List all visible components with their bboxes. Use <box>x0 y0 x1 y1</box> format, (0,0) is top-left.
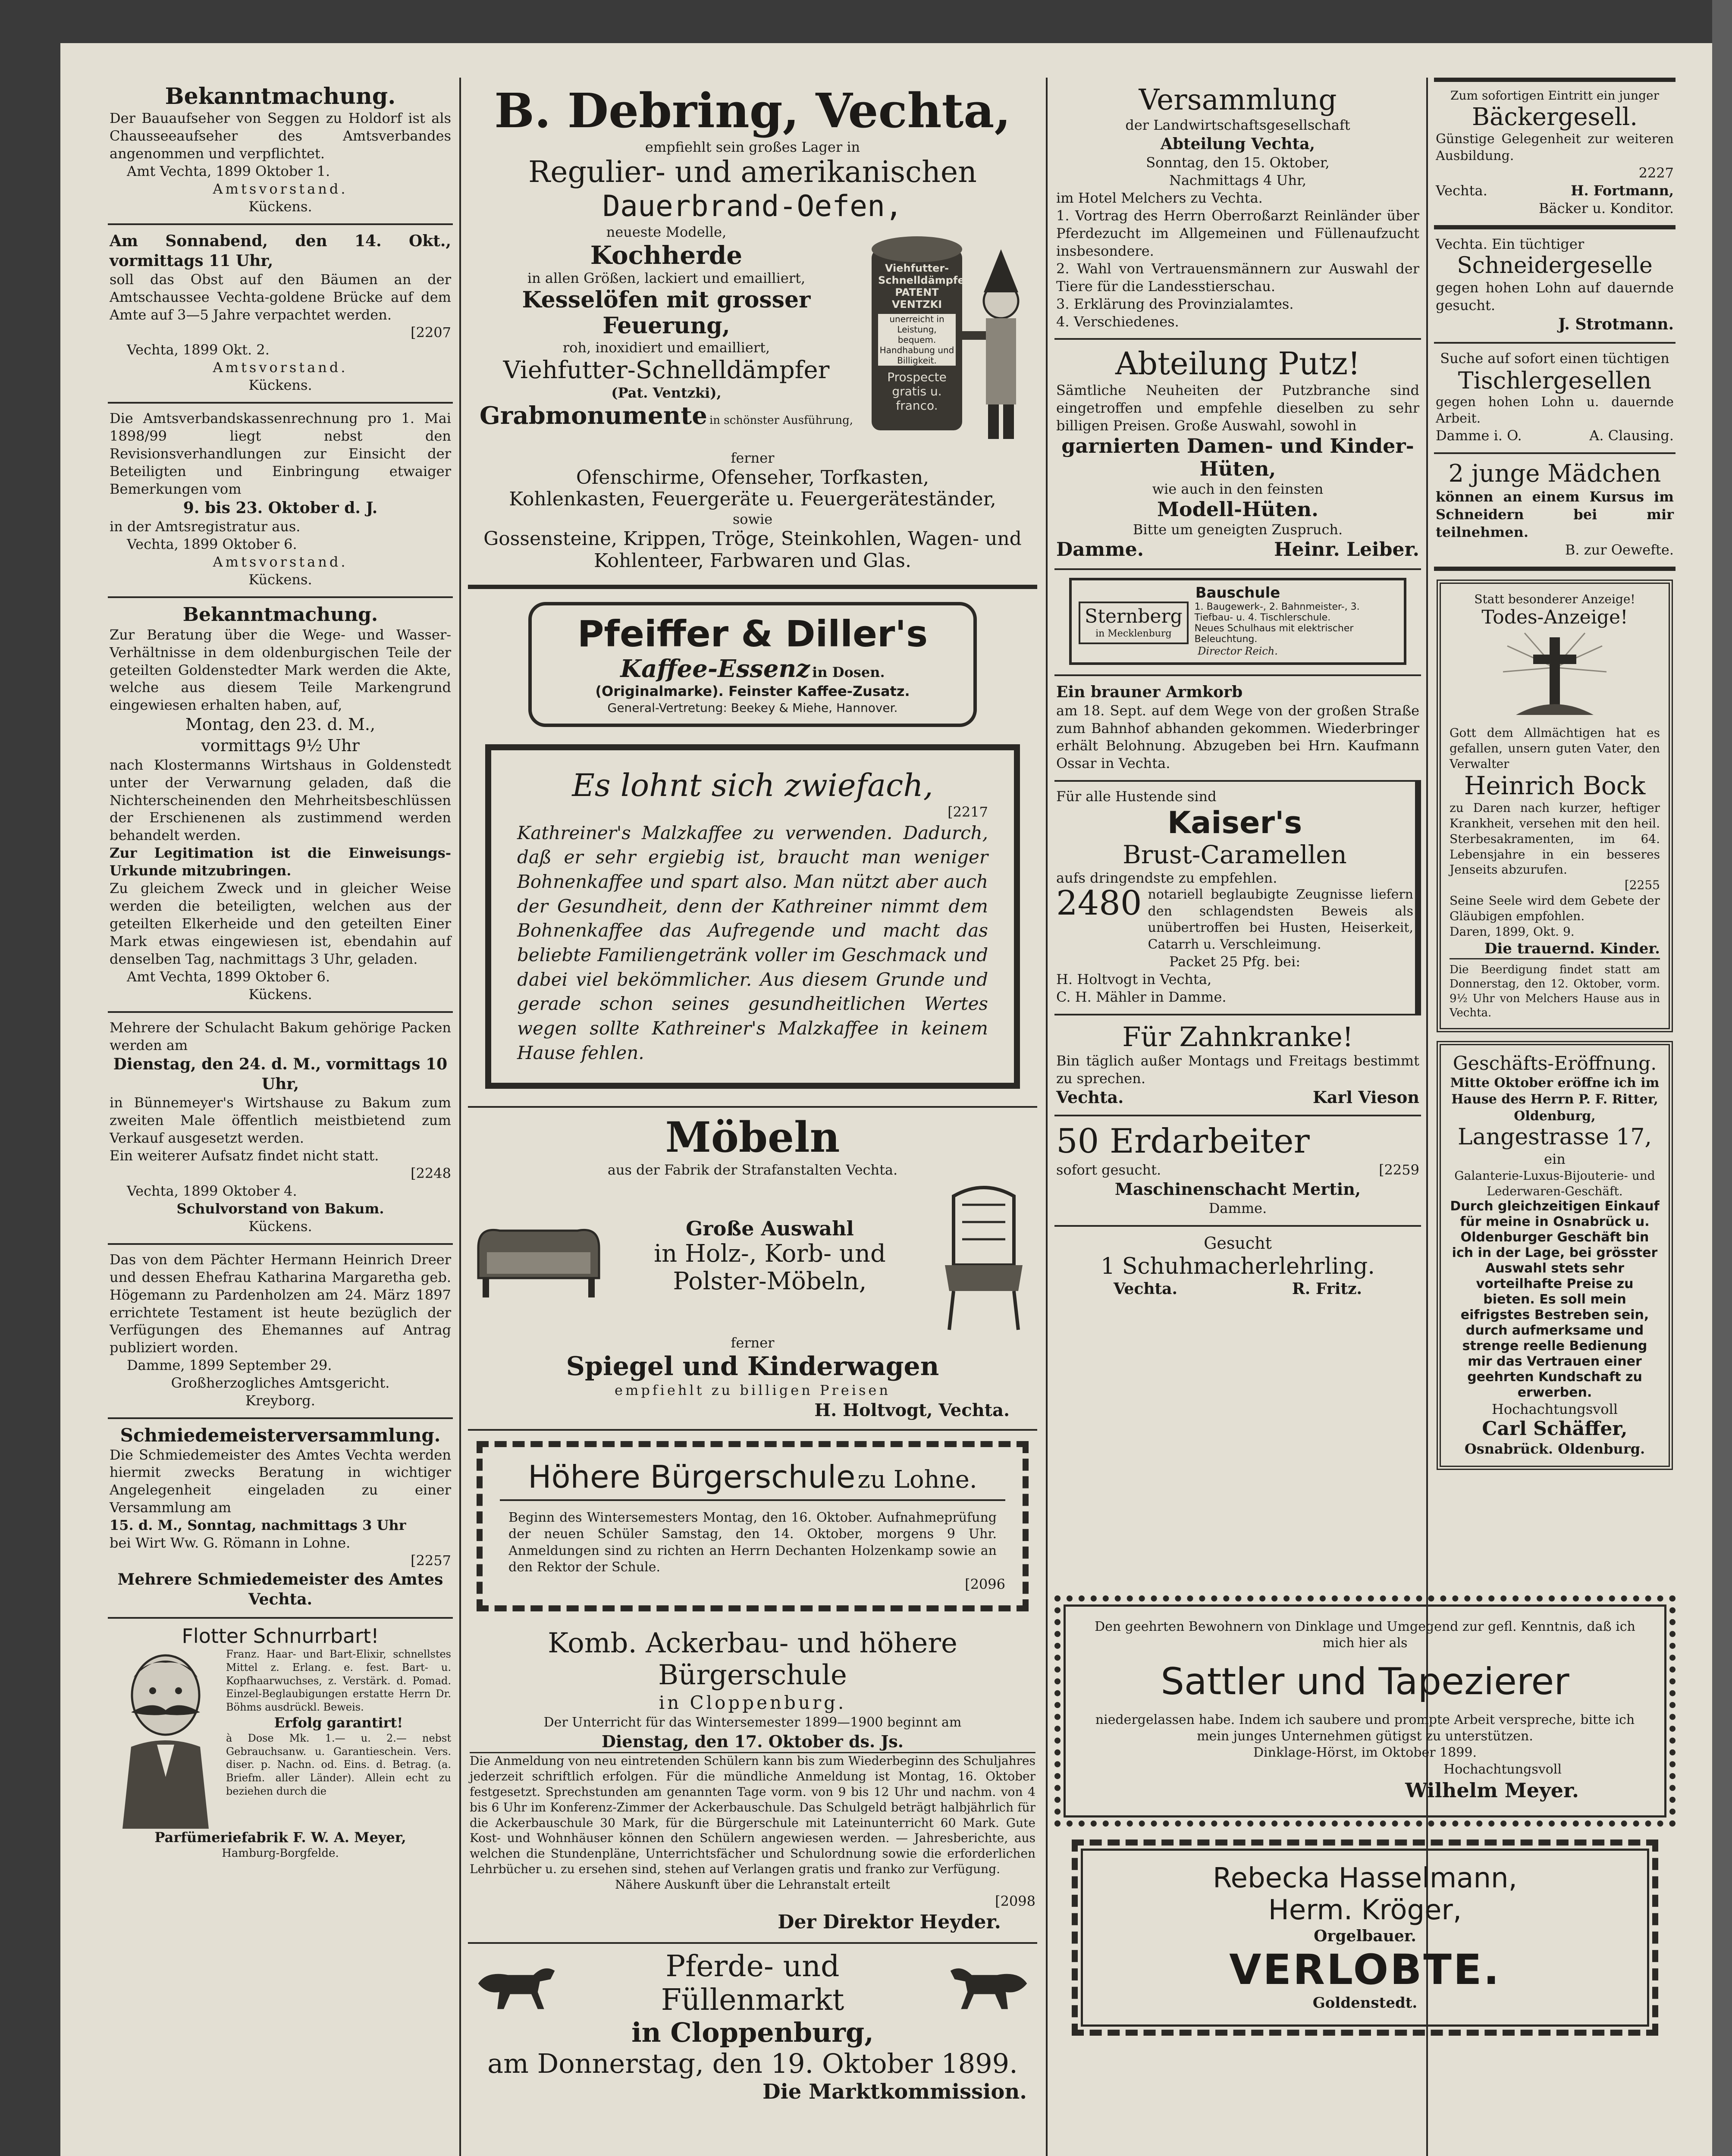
ad-city: Goldenstedt. <box>1312 1994 1418 2012</box>
badge-text: unerreicht in Leistung, bequem. Handhabung und Billigkeit. <box>878 314 956 366</box>
cross-icon <box>1499 629 1611 724</box>
notice-office: Amtsvorstand. <box>213 359 348 376</box>
ad-title: Komb. Ackerbau- und höhere Bürgerschule <box>548 1627 957 1691</box>
notice-body-2: nach Klostermanns Wirtshaus in Goldenstedt unter der Verwarnung geladen, daß die Nichterscheinenden den Mehrheitsbeschlüssen der Erschienenen als zustimmend werden behandelt werden. <box>110 756 451 844</box>
newspaper-page <box>60 43 1712 2156</box>
ad-place: Damme. <box>1056 538 1144 561</box>
ad-heading: Polster-Möbeln, <box>673 1267 867 1296</box>
ad-body: niedergelassen habe. Indem ich saubere und prompte Arbeit verspreche, bitte ich mein junges Unternehmen gütigst zu unterstützen. <box>1095 1712 1635 1744</box>
ad-title: Pferde- und Füllenmarkt <box>661 1949 844 2018</box>
ad-line: Neues Schulhaus mit elektrischer Beleuchtung. <box>1194 623 1354 645</box>
ad-place: Vechta. <box>1113 1279 1178 1298</box>
ad-title: Flotter Schnurrbart! <box>182 1624 379 1648</box>
ad-heading: Grabmonumente <box>479 401 707 430</box>
ad-line: roh, inoxidiert und emailliert, <box>562 339 770 356</box>
agenda-item: 4. Verschiedenes. <box>1056 313 1179 330</box>
ad-versammlung <box>1054 78 1421 340</box>
ad-title: Pfeiffer & Diller's <box>577 613 928 655</box>
ad-schuhmacher <box>1054 1227 1421 1305</box>
ad-seller: C. H. Mähler in Damme. <box>1056 988 1227 1005</box>
ad-line: empfiehlt zu billigen Preisen <box>615 1382 891 1398</box>
ad-tischlergesellen <box>1434 344 1676 454</box>
column-rule <box>1046 78 1048 2156</box>
ad-name: Sternberg <box>1085 605 1183 628</box>
ad-sub: aus der Fabrik der Strafanstalten Vechta. <box>607 1161 898 1178</box>
ad-heading: Große Auswahl <box>686 1217 854 1240</box>
ad-number: [2098 <box>995 1893 1035 1909</box>
ad-lead: Vechta. Ein tüchtiger <box>1436 235 1585 252</box>
ad-heading: Dauerbrand-Oefen, <box>602 189 903 223</box>
ad-place: Dinklage-Hörst, im Oktober 1899. <box>1253 1745 1477 1761</box>
ad-pfeiffer-diller <box>528 602 977 727</box>
ad-body: Die Anmeldung von neu eintretenden Schülern kann bis zum Wiederbeginn des Schuljahres jederzeit schriftlich erfolgen. Für die mündliche Anmeldung ist Montag, 16. Oktober festgesetzt. Sprechstunden am genannten Tage vorm. von 9 bis 12 Uhr und nachm. von 4 bis 6 Uhr im Konferenz-Zimmer der Ackerbauschule. Das Schulgeld beträgt halbjährlich für die Ackerbauschule 30 Mark, für die Bürgerschule mit Lateinunterricht 60 Mark. Gute Kost- und Wohnhäuser können den Schülern angewiesen werden. — Jahresberichte, aus welchen die Stundenpläne, Unterrichtsfächer und Schulordnung sowie die erforderlichen Lehrbücher u. zu ersehen sind, stehen auf Verlangen gratis und franko zur Verfügung. <box>470 1754 1035 1876</box>
ad-count: 2480 <box>1056 884 1142 923</box>
ad-place: Vechta. <box>1056 1087 1124 1107</box>
ad-note: Die Beerdigung findet statt am Donnerstag, den 12. Oktober, vorm. 9½ Uhr von Melchers Hause aus in Vechta. <box>1450 958 1660 1020</box>
ad-line: 1. Baugewerk-, 2. Bahnmeister-, 3. Tiefbau- u. 4. Tischlerschule. <box>1194 601 1360 623</box>
ad-number: 2227 <box>1638 165 1674 181</box>
notice-date: Vechta, 1899 Oktober 6. <box>127 536 297 553</box>
ad-heading: Regulier- und amerikanischen <box>528 155 977 190</box>
ad-title: Für Zahnkranke! <box>1122 1021 1353 1053</box>
notice-body: Der Bauaufseher von Seggen zu Holdorf ist als Chausseeaufseher des Amtsverbandes angenommen und verpflichtet. <box>110 110 451 162</box>
notice-date-line: Amt Vechta, 1899 Oktober 6. <box>127 968 330 985</box>
ad-signature: J. Strotmann. <box>1558 315 1674 333</box>
ad-name: Herm. Kröger, <box>1268 1894 1462 1926</box>
ad-signature: Maschinenschacht Mertin, <box>1114 1179 1361 1199</box>
badge-text: Prospecte gratis u. franco. <box>887 370 947 413</box>
notice-body: Die Schmiedemeister des Amtes Vechta werden hiermit zwecks Beratung in wichtiger Angelegenheit eingeladen zu einer Versammlung am <box>110 1446 451 1516</box>
ad-lead: Suche auf sofort einen tüchtigen <box>1440 350 1669 367</box>
ad-zahnkranke <box>1054 1015 1421 1116</box>
notice-bold: Zur Legitimation ist die Einweisungs-Urkunde mitzubringen. <box>110 845 451 879</box>
ad-place: Damme i. O. <box>1436 427 1522 444</box>
ad-body: Bin täglich außer Montags und Freitags bestimmt zu sprechen. <box>1056 1053 1419 1087</box>
ad-heading: in Holz-, Korb- und <box>654 1239 886 1268</box>
ad-line: sowie <box>732 511 773 527</box>
ad-sub: empfiehlt sein großes Lager in <box>645 138 860 155</box>
notice-body: soll das Obst auf den Bäumen an der Amtschaussee Vechta-goldene Brücke auf dem Amte auf 3—5 Jahre verpachtet werden. <box>110 271 451 323</box>
ad-heading: Viehfutter-Schnelldämpfer <box>503 356 830 384</box>
agenda-item: 1. Vortrag des Herrn Oberroßarzt Reinländer über Pferdezucht im Allgemeinen und Füllenaufzucht insbesondere. <box>1056 207 1419 259</box>
ad-armkorb <box>1054 676 1421 782</box>
notice-body-2: in der Amtsregistratur aus. <box>110 518 301 535</box>
ad-body: gegen hohen Lohn u. dauernde Arbeit. <box>1436 394 1674 426</box>
ad-job: Orgelbauer. <box>1314 1927 1416 1946</box>
ad-todesanzeige <box>1437 580 1673 1033</box>
ad-line: wie auch in den feinsten <box>1152 480 1324 497</box>
ad-signature: A. Clausing. <box>1589 427 1674 444</box>
notice-lead: Am Sonnabend, den 14. Okt., vormittags 11 Uhr, <box>110 232 451 270</box>
ad-body: Mitte Oktober eröffne ich im Hause des Herrn P. F. Ritter, Oldenburg, <box>1450 1075 1660 1124</box>
ad-schneidergeselle <box>1434 229 1676 344</box>
agenda-item: 2. Wahl von Vertrauensmännern zur Auswahl der Tiere für die Landesstierschau. <box>1056 260 1419 295</box>
ad-title: VERLOBTE. <box>1229 1946 1501 1994</box>
ad-line: neueste Modelle, <box>606 223 727 240</box>
ad-name: Heinrich Bock <box>1464 771 1646 801</box>
ad-body-2: à Dose Mk. 1.— u. 2.— nebst Gebrauchsanw. u. Garantieschein. Vers. diser. p. Nachn. od. Eins. d. Betrag. (a. Briefm. aller Länder). Allein echt zu beziehen durch die <box>226 1732 451 1797</box>
ad-body: können an einem Kursus im Schneidern bei mir teilnehmen. <box>1436 488 1674 540</box>
notice-kassenrechnung <box>108 404 453 598</box>
ad-body-3: Seine Seele wird dem Gebete der Gläubigen empfohlen. <box>1450 893 1660 923</box>
notice-number: [2207 <box>411 324 451 341</box>
ad-company: Parfümeriefabrik F. W. A. Meyer, <box>154 1829 406 1846</box>
notice-signature: Kückens. <box>248 571 312 588</box>
ad-body-2: zu Daren nach kurzer, heftiger Krankheit, versehen mit den heil. Sterbesakramenten, im 64. Lebensjahre in ein besseres Jenseits abzurufen. <box>1450 801 1660 877</box>
ad-title: Kaiser's <box>1167 805 1302 841</box>
ad-geschaeftseroeffnung <box>1437 1041 1673 1470</box>
notice-schulacht-bakum <box>108 1013 453 1245</box>
ad-lead: Den geehrten Bewohnern von Dinklage und Umgegend zur gefl. Kenntnis, daß ich mich hier als <box>1095 1619 1635 1651</box>
ad-erdarbeiter <box>1054 1116 1421 1227</box>
ad-title: 50 Erdarbeiter <box>1056 1122 1310 1161</box>
ad-number: [2259 <box>1379 1161 1419 1178</box>
ad-place: Vechta. <box>1436 182 1487 199</box>
ad-title-2: in Cloppenburg. <box>659 1692 847 1714</box>
ad-title: Geschäfts-Eröffnung. <box>1453 1053 1657 1075</box>
ad-title: Ein brauner Armkorb <box>1056 683 1243 701</box>
steamer-illustration <box>863 223 1035 449</box>
notice-date-line: Damme, 1899 September 29. <box>127 1357 332 1374</box>
notice-date: Dienstag, den 24. d. M., vormittags 10 Uhr, <box>113 1055 448 1093</box>
ad-title: Sattler und Tapezierer <box>1161 1660 1569 1703</box>
ad-number: [2255 <box>1624 878 1660 893</box>
ad-body-2: Galanterie-Luxus-Bijouterie- und Lederwaren-Geschäft. <box>1454 1168 1655 1198</box>
ad-lead: Zum sofortigen Eintritt ein junger <box>1450 88 1659 103</box>
notice-office: Amtsvorstand. <box>213 180 348 197</box>
ad-title: Möbeln <box>665 1112 840 1162</box>
ad-line: in Dosen. <box>812 664 885 680</box>
ad-debring <box>468 78 1037 589</box>
ad-body: Gott dem Allmächtigen hat es gefallen, unsern guten Vater, den Verwalter <box>1450 726 1660 771</box>
ad-line: Bitte um geneigten Zuspruch. <box>1133 521 1343 538</box>
ad-line: in schönster Ausführung, <box>709 414 853 427</box>
notice-date: Montag, den 23. d. M., <box>185 715 376 734</box>
ad-kathreiner <box>485 744 1020 1089</box>
ad-body: sofort gesucht. <box>1056 1161 1161 1178</box>
notice-office: Amtsvorstand. <box>213 554 348 570</box>
notice-date: Vechta, 1899 Okt. 2. <box>127 342 270 358</box>
notice-signature: Mehrere Schmiedemeister des Amtes Vechta. <box>117 1570 443 1609</box>
notice-body: Zur Beratung über die Wege- und Wasser-Verhältnisse in dem oldenburgischen Teile der geteilten Goldenstedter Mark werden die Akte, welche aus diesem Teile Markengrund eingewiesen erhalten haben, auf, <box>110 626 451 714</box>
ad-director: Director Reich. <box>1198 645 1278 657</box>
ad-sattler <box>1054 1595 1676 1827</box>
notice-schmiedemeister <box>108 1419 453 1619</box>
column-2 <box>468 78 1037 2113</box>
ad-signature: Die Marktkommission. <box>762 2079 1027 2104</box>
badge-text: Viehfutter-Schnelldämpfer PATENT VENTZKI <box>878 262 970 310</box>
notice-title: Schmiedemeisterversammlung. <box>120 1425 441 1446</box>
ad-line: (Pat. Ventzki), <box>611 385 722 401</box>
notice-office: Schulvorstand von Bakum. <box>176 1200 384 1217</box>
sofa-icon <box>470 1209 608 1304</box>
notice-body: Mehrere der Schulacht Bakum gehörige Packen werden am <box>110 1019 451 1053</box>
notice-body-3: Zu gleichem Zweck und in gleicher Weise werden die beteiligten, welchen aus der geteilten Elkerheide und den geteilten Einer Mark etwas eingewiesen ist, ebendahin auf denselben Tag, nachmittags 3 Uhr, geladen. <box>110 880 451 968</box>
notice-signature: Kückens. <box>248 198 312 215</box>
ad-signature: H. Fortmann, <box>1571 182 1674 199</box>
ad-body: Günstige Gelegenheit zur weiteren Ausbildung. <box>1436 132 1674 163</box>
page-edge-shadow <box>1712 0 1732 2156</box>
ad-body: Sämtliche Neuheiten der Putzbranche sind eingetroffen und empfehle dieselben zu sehr billigen Preisen. Große Auswahl, sowohl in <box>1056 382 1419 434</box>
ad-baeckergesell <box>1434 78 1676 229</box>
ad-greeting: Hochachtungsvoll <box>1443 1761 1562 1777</box>
ad-price: Packet 25 Pfg. bei: <box>1169 953 1300 970</box>
notice-title: Bekanntmachung. <box>182 604 378 626</box>
ad-date: Sonntag, den 15. Oktober, <box>1146 154 1330 171</box>
ad-title: 1 Schuhmacherlehrling. <box>1101 1253 1375 1279</box>
ad-signature: Der Direktor Heyder. <box>778 1911 1001 1933</box>
notice-body-2: in Bünnemeyer's Wirtshause zu Bakum zum zweiten Male öffentlich meistbietend zum Verkauf ausgesetzt werden. <box>110 1094 451 1146</box>
ad-line: (Originalmarke). Feinster Kaffee-Zusatz. <box>595 683 910 700</box>
ad-body-3: Durch gleichzeitigen Einkauf für meine in Osnabrück u. Oldenburger Geschäft bin ich in der Lage, bei grösster Auswahl stets sehr vorteilhafte Preise zu bieten. Es soll mein eifrigstes Bestreben sein, durch aufmerksame und strenge reelle Bedienung mir das Vertrauen einer geehrten Kundschaft zu erwerben. <box>1450 1199 1660 1401</box>
ad-title: Abteilung Putz! <box>1115 345 1361 382</box>
ad-body: gegen hohen Lohn auf dauernde gesucht. <box>1436 279 1674 313</box>
ad-kaiser <box>1054 782 1421 1015</box>
ad-number: [2096 <box>965 1576 1005 1593</box>
ad-time: Nachmittags 4 Uhr, <box>1169 172 1307 188</box>
notice-date: Amt Vechta, 1899 Oktober 1. <box>127 163 330 179</box>
ad-body-2: Nähere Auskunft über die Lehranstalt erteilt <box>615 1877 890 1892</box>
ad-line: Kohlenkasten, Feuergeräte u. Feuergeräteständer, <box>509 488 996 511</box>
ad-heading: Spiegel und Kinderwagen <box>566 1351 939 1382</box>
ad-sub: in Mecklenburg <box>1095 628 1172 639</box>
horse-icon <box>470 1953 563 2014</box>
ad-cloppenburg-school <box>468 1622 1037 1944</box>
ad-body: Beginn des Wintersemesters Montag, den 16. Oktober. Aufnahmeprüfung der neuen Schüler Samstag, den 14. Oktober, morgens 9 Uhr. Anmeldungen sind zu richten an Herrn Dechanten Holzenkamp sowie an den Rektor der Schule. <box>508 1510 997 1575</box>
column-rule <box>459 78 461 2156</box>
ad-body: Franz. Haar- und Bart-Elixir, schnellstes Mittel z. Erlang. e. fest. Bart- u. Kopfhaarwuchses, z. Verstärk. d. Pomad. Einzel-Beglaubigungen erstatte Herrn Dr. Böhms ausdrückl. Beweis. <box>226 1648 451 1714</box>
ad-sub: der Landwirtschaftsgesellschaft <box>1125 116 1350 133</box>
ad-lead: Gesucht <box>1204 1234 1272 1253</box>
ad-date: Daren, 1899, Okt. 9. <box>1450 924 1575 939</box>
ad-heading: Kaffee-Essenz <box>620 654 810 683</box>
agenda-item: 3. Erklärung des Provinzialamtes. <box>1056 295 1294 312</box>
notice-body-3: Ein weiterer Aufsatz findet nicht statt. <box>110 1147 379 1164</box>
column-1 <box>108 78 453 1868</box>
ad-body: Kathreiner's Malzkaffee zu verwenden. Dadurch, daß er sehr ergiebig ist, braucht man weniger Bohnenkaffee und spart also. Man nützt aber auch der Gesundheit, denn der Kathreiner nimmt dem Bohnenkaffee das Aufregende und macht das beliebte Familiengetränk voller im Geschmack und dabei viel bekömmlicher. Aus diesem Grunde und gerade schon seines gesundheitlichen Wertes wegen sollte Kathreiner's Malzkaffee in keinem Hause fehlen. <box>517 822 988 1063</box>
ad-signature: Carl Schäffer, <box>1482 1418 1628 1440</box>
ad-signature: Die trauernd. Kinder. <box>1484 940 1660 957</box>
ad-title: Höhere Bürgerschule <box>528 1458 856 1495</box>
ad-pferdemarkt <box>468 1944 1037 2113</box>
column-4 <box>1434 78 1676 1479</box>
notice-office: Großherzogliches Amtsgericht. <box>171 1375 390 1391</box>
ad-title: Tischlergesellen <box>1458 367 1652 394</box>
ad-representative: General-Vertretung: Beekey & Miehe, Hannover. <box>607 701 898 715</box>
ad-sub-2: Abteilung Vechta, <box>1160 135 1315 153</box>
notice-obst <box>108 225 453 404</box>
ad-title: B. Debring, Vechta, <box>494 83 1011 138</box>
horse-icon <box>942 1953 1035 2014</box>
ad-title: Versammlung <box>1139 83 1337 116</box>
notice-testament <box>108 1245 453 1420</box>
ad-signature: Wilhelm Meyer. <box>1405 1779 1579 1802</box>
notice-title: Bekanntmachung. <box>165 83 396 110</box>
notice-signature: Kückens. <box>248 986 312 1003</box>
ad-line: Ofenschirme, Ofenseher, Torfkasten, <box>576 466 929 489</box>
ad-line: Gossensteine, Krippen, Tröge, Steinkohlen, Wagen- und Kohlenteer, Farbwaren und Glas. <box>483 527 1022 572</box>
mustache-man-icon <box>110 1648 222 1829</box>
ad-greeting: Hochachtungsvoll <box>1491 1401 1618 1418</box>
notice-bauaufseher <box>108 78 453 225</box>
ad-heading: Kochherde <box>590 240 743 270</box>
notice-signature: Kückens. <box>248 377 312 394</box>
ad-job: Bäcker u. Konditor. <box>1539 200 1674 216</box>
ad-city: Damme. <box>1208 1200 1267 1217</box>
notice-goldenstedter-mark <box>108 598 453 1013</box>
ad-title: 2 junge Mädchen <box>1448 460 1661 488</box>
ad-title: Bäckergesell. <box>1472 103 1638 131</box>
ad-signature: R. Fritz. <box>1292 1279 1362 1298</box>
ad-body-2: notariell beglaubigte Zeugnisse liefern den schlagendsten Beweis als unübertroffen bei Husten, Heiserkeit, Catarrh u. Verschleimung. <box>1148 887 1413 952</box>
ad-moebel <box>468 1106 1037 1431</box>
ad-signature: H. Holtvogt, Vechta. <box>814 1400 1010 1420</box>
notice-body-2: bei Wirt Ww. G. Römann in Lohne. <box>110 1535 351 1551</box>
notice-signature: Kückens. <box>248 1218 312 1235</box>
notice-dates: 9. bis 23. Oktober d. J. <box>183 499 378 517</box>
ad-lead: Der Unterricht für das Wintersemester 1899—1900 beginnt am <box>543 1715 962 1730</box>
ad-bauschule-sternberg <box>1054 570 1421 676</box>
ad-date: Dienstag, den 17. Oktober ds. Js. <box>470 1731 1035 1754</box>
notice-signature: Kreyborg. <box>245 1392 315 1409</box>
ad-lead: Für alle Hustende sind <box>1056 788 1217 805</box>
ad-lead: Statt besonderer Anzeige! <box>1474 592 1635 606</box>
ad-schnurrbart <box>108 1619 453 1868</box>
ad-title: Schneidergeselle <box>1457 252 1653 279</box>
ad-title-2: Brust-Caramellen <box>1123 840 1347 869</box>
ad-abteilung-putz <box>1054 340 1421 570</box>
ad-title: Bauschule <box>1195 584 1280 602</box>
ad-place: im Hotel Melchers zu Vechta. <box>1056 189 1263 206</box>
wide-ads-region <box>1054 1595 1676 2036</box>
ad-line: ferner <box>731 1334 775 1351</box>
ad-city: Osnabrück. Oldenburg. <box>1464 1440 1645 1457</box>
ad-body: aufs dringendste zu empfehlen. <box>1056 869 1277 886</box>
notice-date: 15. d. M., Sonntag, nachmittags 3 Uhr <box>110 1517 406 1534</box>
ad-line: ein <box>1544 1150 1566 1167</box>
ad-title: Es lohnt sich zwiefach, <box>572 767 933 803</box>
ad-title-3: am Donnerstag, den 19. Oktober 1899. <box>487 2047 1018 2079</box>
notice-date-line: Vechta, 1899 Oktober 4. <box>127 1182 297 1199</box>
ad-title-2: in Cloppenburg, <box>631 2017 874 2049</box>
notice-body: Die Amtsverbandskassenrechnung pro 1. Mai 1898/99 liegt nebst den Revisionsverhandlungen zur Einsicht der Beteiligten und Einbringung etwaiger Bemerkungen vom <box>110 410 451 498</box>
ad-guarantee: Erfolg garantirt! <box>274 1714 403 1731</box>
ad-junge-maedchen <box>1434 454 1676 570</box>
ad-heading: Kesselöfen mit grosser Feuerung, <box>522 287 811 339</box>
ad-seller: H. Holtvogt in Vechta, <box>1056 971 1212 987</box>
ad-signature: Heinr. Leiber. <box>1274 538 1419 561</box>
ad-signature: B. zur Oewefte. <box>1565 541 1674 558</box>
ad-title-2: zu Lohne. <box>857 1465 977 1494</box>
ad-line: in allen Größen, lackiert und emailliert, <box>527 270 806 287</box>
notice-body: Das von dem Pächter Hermann Heinrich Dreer und dessen Ehefrau Katharina Margaretha geb. Högemann zu Pardenholzen am 24. März 1897 errichtete Testament ist heute bezüglich der Verfügungen des Ehemannes auf Antrag publiziert worden. <box>110 1251 451 1356</box>
ad-lohne-school <box>477 1441 1029 1611</box>
ad-signature: Karl Vieson <box>1312 1087 1419 1107</box>
ad-name: Rebecka Hasselmann, <box>1213 1862 1517 1895</box>
column-3 <box>1054 78 1421 1306</box>
armchair-icon <box>932 1179 1035 1334</box>
ad-number: [2217 <box>948 803 988 820</box>
ad-title: Todes-Anzeige! <box>1481 606 1628 629</box>
ad-verlobte <box>1072 1839 1658 2036</box>
ad-body: am 18. Sept. auf dem Wege von der großen Straße zum Bahnhof abhanden gekommen. Wiederbringer erhält Belohnung. Abzugeben bei Hrn. Kaufmann Ossar in Vechta. <box>1056 702 1419 772</box>
ad-heading: garnierten Damen- und Kinder-Hüten, <box>1061 434 1414 480</box>
notice-time: vormittags 9½ Uhr <box>201 736 360 755</box>
notice-number: [2257 <box>411 1552 451 1569</box>
ad-city: Hamburg-Borgfelde. <box>222 1847 339 1860</box>
ad-street: Langestrasse 17, <box>1458 1124 1652 1150</box>
ad-heading: Modell-Hüten. <box>1157 497 1318 521</box>
notice-number: [2248 <box>411 1165 451 1181</box>
ad-line: ferner <box>731 449 775 466</box>
